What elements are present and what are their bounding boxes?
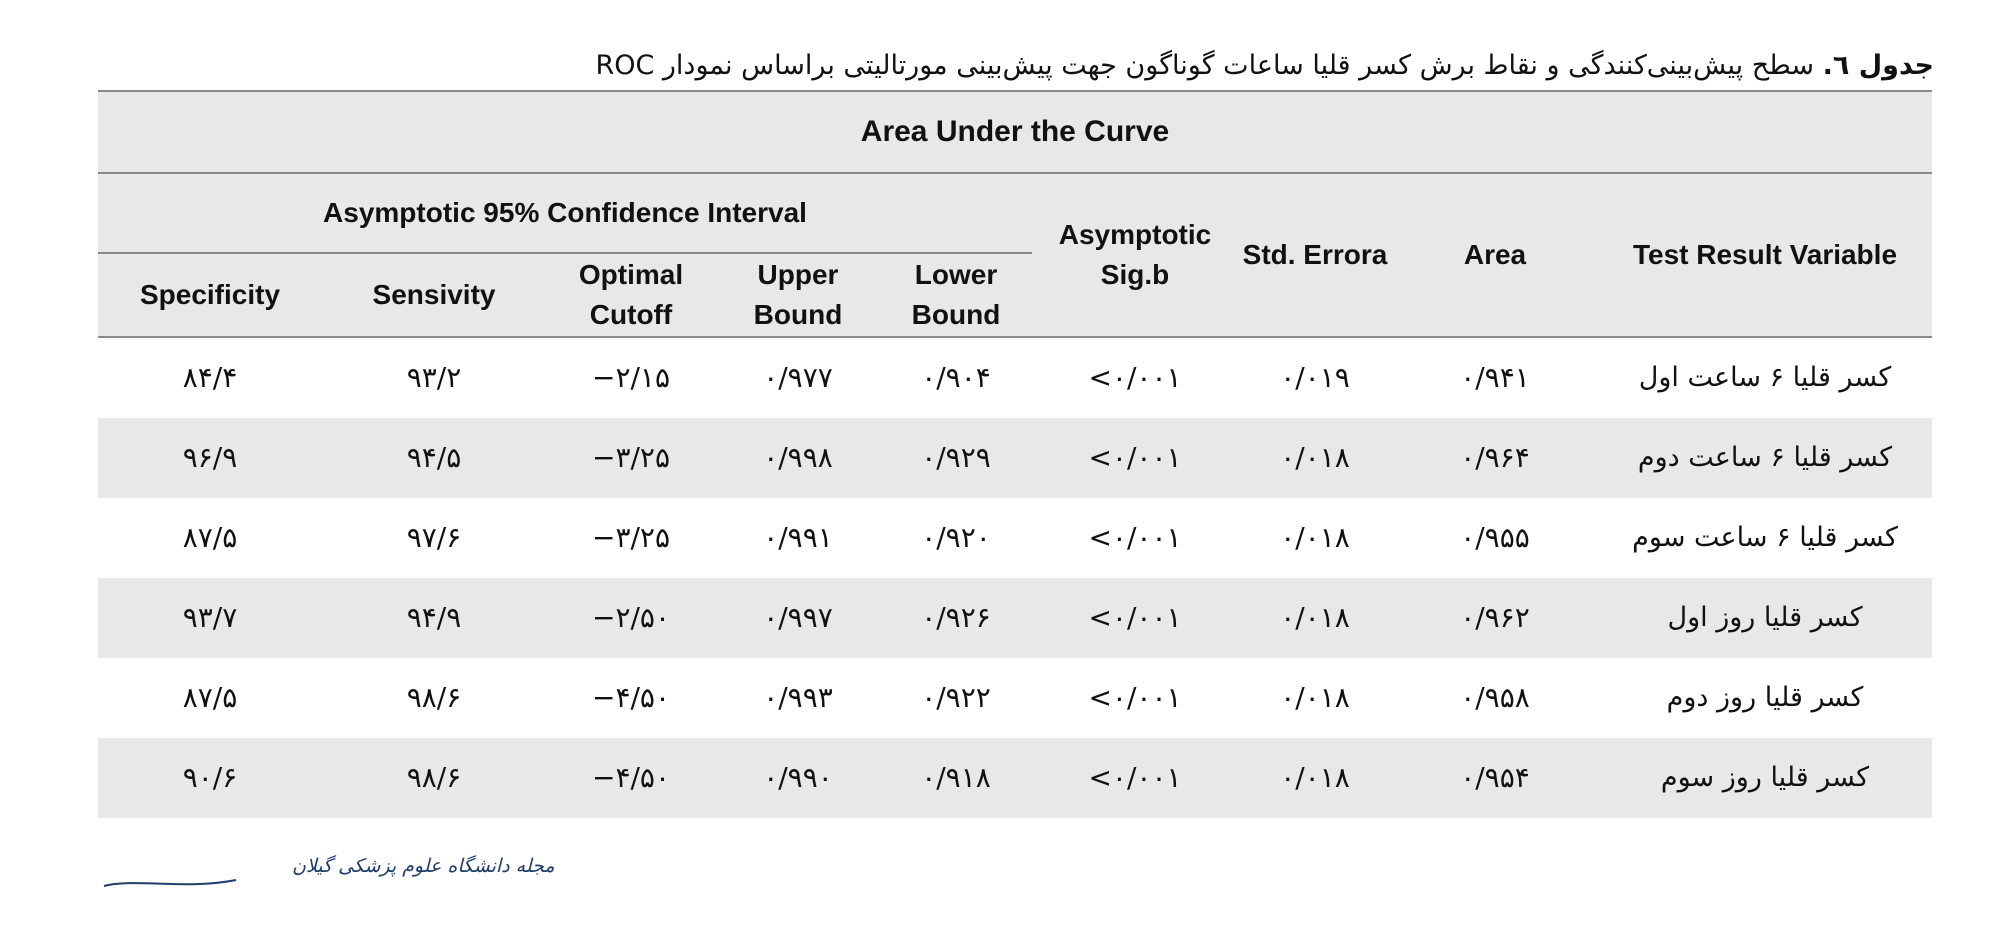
journal-logo-text: مجله دانشگاه علوم پزشکی گیلان [292, 855, 555, 877]
cell-variable: کسر قلیا ۶ ساعت دوم [1637, 442, 1893, 473]
cell-std-error: ۰/۰۱۸ [1280, 761, 1350, 794]
cell-lower: ۰/۹۲۹ [921, 441, 991, 474]
cell-area: ۰/۹۶۲ [1460, 601, 1530, 634]
cell-lower: ۰/۹۲۲ [921, 681, 991, 714]
cell-cutoff: −۲/۱۵ [591, 361, 670, 394]
header-upper-bound: Upper Bound [753, 259, 843, 330]
cell-area: ۰/۹۵۸ [1460, 681, 1530, 714]
logo-swash-icon [104, 880, 236, 886]
cell-std-error: ۰/۰۱۸ [1280, 521, 1350, 554]
cell-std-error: ۰/۰۱۸ [1280, 601, 1350, 634]
cell-cutoff: −۴/۵۰ [591, 761, 670, 794]
table-caption [66, 46, 1934, 86]
auc-table [98, 90, 1932, 794]
cell-lower: ۰/۹۰۴ [921, 361, 991, 394]
cell-specificity: ۸۴/۴ [182, 361, 238, 394]
cell-upper: ۰/۹۹۸ [763, 441, 833, 474]
header-specificity: Specificity [139, 279, 281, 310]
cell-area: ۰/۹۵۴ [1460, 761, 1530, 794]
cell-sensivity: ۹۸/۶ [406, 761, 462, 794]
header-lower-bound: Lower Bound [911, 259, 1001, 330]
header-std-error: Std. Errora [1242, 239, 1388, 270]
header-test-result-variable: Test Result Variable [1632, 239, 1898, 270]
cell-upper: ۰/۹۹۳ [763, 681, 833, 714]
cell-sensivity: ۹۸/۶ [406, 681, 462, 714]
cell-sig: <۰/۰۰۱ [1088, 601, 1182, 634]
cell-upper: ۰/۹۷۷ [763, 361, 833, 394]
cell-lower: ۰/۹۱۸ [921, 761, 991, 794]
cell-sig: <۰/۰۰۱ [1088, 761, 1182, 794]
cell-std-error: ۰/۰۱۸ [1280, 681, 1350, 714]
table-title-row [98, 92, 1932, 174]
table-row [98, 418, 1932, 498]
cell-sig: <۰/۰۰۱ [1088, 521, 1182, 554]
cell-variable: کسر قلیا ۶ ساعت سوم [1632, 522, 1898, 553]
cell-specificity: ۸۷/۵ [182, 521, 238, 554]
cell-std-error: ۰/۰۱۸ [1280, 441, 1350, 474]
table-title: Area Under the Curve [860, 115, 1170, 148]
cell-variable: کسر قلیا روز دوم [1666, 682, 1864, 713]
table-row [98, 498, 1932, 578]
table-row [98, 338, 1932, 418]
cell-area: ۰/۹۵۵ [1460, 521, 1530, 554]
cell-sensivity: ۹۷/۶ [406, 521, 462, 554]
caption-text: سطح پیش‌بینی‌کنندگی و نقاط برش کسر قلیا ساعات گوناگون جهت پیش‌بینی مورتالیتی براساس نمودار ROC [595, 50, 1814, 81]
cell-lower: ۰/۹۲۰ [921, 521, 991, 554]
header-optimal-cutoff: Optimal Cutoff [578, 259, 684, 330]
header-asymptotic-sig: Asymptotic Sig.b [1058, 219, 1212, 290]
table-row [98, 738, 1932, 818]
header-row [98, 174, 1932, 338]
cell-specificity: ۹۰/۶ [182, 761, 238, 794]
cell-variable: کسر قلیا روز اول [1667, 602, 1863, 633]
cell-cutoff: −۳/۲۵ [591, 441, 670, 474]
cell-sig: <۰/۰۰۱ [1088, 681, 1182, 714]
cell-specificity: ۹۳/۷ [182, 601, 238, 634]
cell-lower: ۰/۹۲۶ [921, 601, 991, 634]
table-row [98, 578, 1932, 658]
cell-cutoff: −۲/۵۰ [591, 601, 670, 634]
cell-specificity: ۸۷/۵ [182, 681, 238, 714]
cell-cutoff: −۴/۵۰ [591, 681, 670, 714]
cell-cutoff: −۳/۲۵ [591, 521, 670, 554]
cell-std-error: ۰/۰۱۹ [1280, 361, 1350, 394]
cell-sensivity: ۹۴/۹ [406, 601, 462, 634]
cell-sensivity: ۹۳/۲ [406, 361, 462, 394]
cell-upper: ۰/۹۹۷ [763, 601, 833, 634]
cell-variable: کسر قلیا روز سوم [1660, 762, 1870, 793]
cell-area: ۰/۹۴۱ [1460, 361, 1530, 394]
cell-variable: کسر قلیا ۶ ساعت اول [1638, 362, 1892, 393]
header-sensivity: Sensivity [372, 279, 496, 310]
cell-specificity: ۹۶/۹ [182, 441, 238, 474]
cell-upper: ۰/۹۹۰ [763, 761, 833, 794]
cell-upper: ۰/۹۹۱ [763, 521, 833, 554]
header-area: Area [1463, 239, 1527, 270]
cell-area: ۰/۹۶۴ [1460, 441, 1530, 474]
journal-logo [96, 828, 555, 908]
caption-label: جدول ٦. [1822, 50, 1934, 81]
cell-sig: <۰/۰۰۱ [1088, 361, 1182, 394]
cell-sensivity: ۹۴/۵ [406, 441, 462, 474]
ci-header: Asymptotic 95% Confidence Interval [98, 174, 1032, 254]
table-row [98, 658, 1932, 738]
cell-sig: <۰/۰۰۱ [1088, 441, 1182, 474]
